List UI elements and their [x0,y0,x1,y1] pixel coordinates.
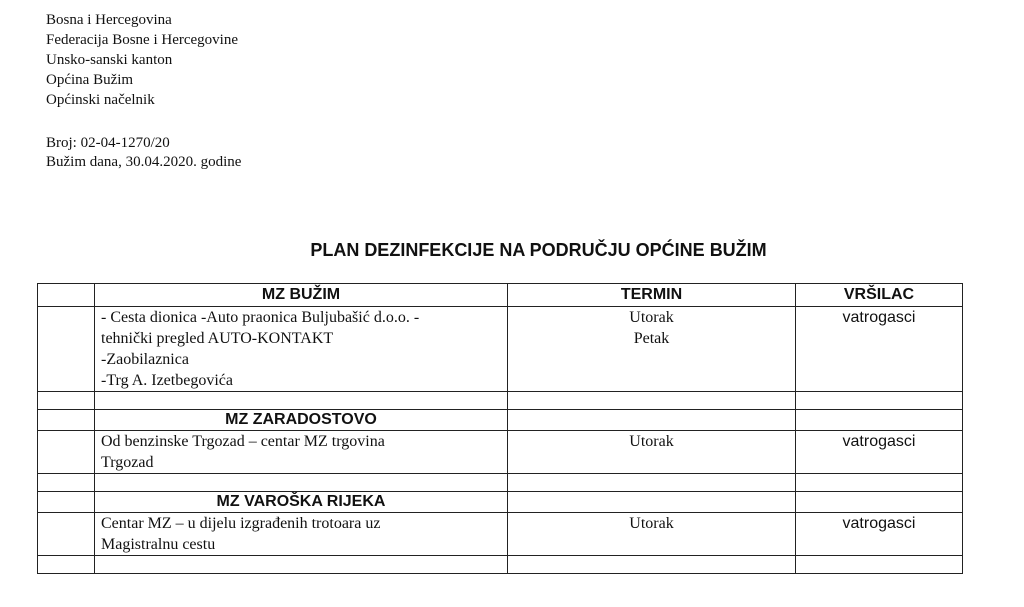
executor-cell: vatrogasci [796,307,963,392]
executor-cell: vatrogasci [796,431,963,474]
issuer-header [46,10,238,110]
location-line: Trgozad [101,454,154,471]
location-line: tehnički pregled AUTO-KONTAKT [101,330,334,347]
location-line: -Trg A. Izetbegovića [101,372,233,389]
column-header-executor: VRŠILAC [796,284,963,307]
disinfection-plan-table [37,283,963,574]
empty-row [38,392,963,410]
column-header-term: TERMIN [508,284,796,307]
empty-row [38,474,963,492]
empty-row [38,556,963,574]
location-line: Centar MZ – u dijelu izgrađenih trotoara uz [101,515,381,532]
issuer-country: Bosna i Hercegovina [46,12,172,28]
table-header-row [38,284,963,307]
table-row [38,307,963,392]
section-title: MZ VAROŠKA RIJEKA [95,492,508,513]
issuer-federation: Federacija Bosne i Hercegovine [46,32,239,48]
term-cell: Utorak [508,513,796,556]
location-line: - Cesta dionica -Auto praonica Buljubašić d.o.o. - [101,309,420,326]
location-line: Od benzinske Trgozad – centar MZ trgovina [101,433,385,450]
document-meta [46,134,241,172]
table-row [38,431,963,474]
location-line: Magistralnu cestu [101,536,216,553]
term-day: Utorak [629,309,674,326]
location-cell [95,307,508,392]
document-title: PLAN DEZINFEKCIJE NA PODRUČJU OPĆINE BUŽIM [310,240,767,260]
document-number: Broj: 02-04-1270/20 [46,135,170,151]
section-row [38,410,963,431]
location-cell [95,513,508,556]
section-row [38,492,963,513]
location-line: -Zaobilaznica [101,351,189,368]
document-date: Bužim dana, 30.04.2020. godine [46,154,242,170]
issuer-canton: Unsko-sanski kanton [46,52,173,68]
section-title: MZ ZARADOSTOVO [95,410,508,431]
column-header-location: MZ BUŽIM [95,284,508,307]
term-day: Petak [633,330,670,347]
issuer-municipality: Općina Bužim [46,72,134,88]
table-row [38,513,963,556]
executor-cell: vatrogasci [796,513,963,556]
term-cell [508,307,796,392]
table-header-blank [38,284,95,307]
issuer-office: Općinski načelnik [46,92,155,108]
location-cell [95,431,508,474]
term-cell: Utorak [508,431,796,474]
